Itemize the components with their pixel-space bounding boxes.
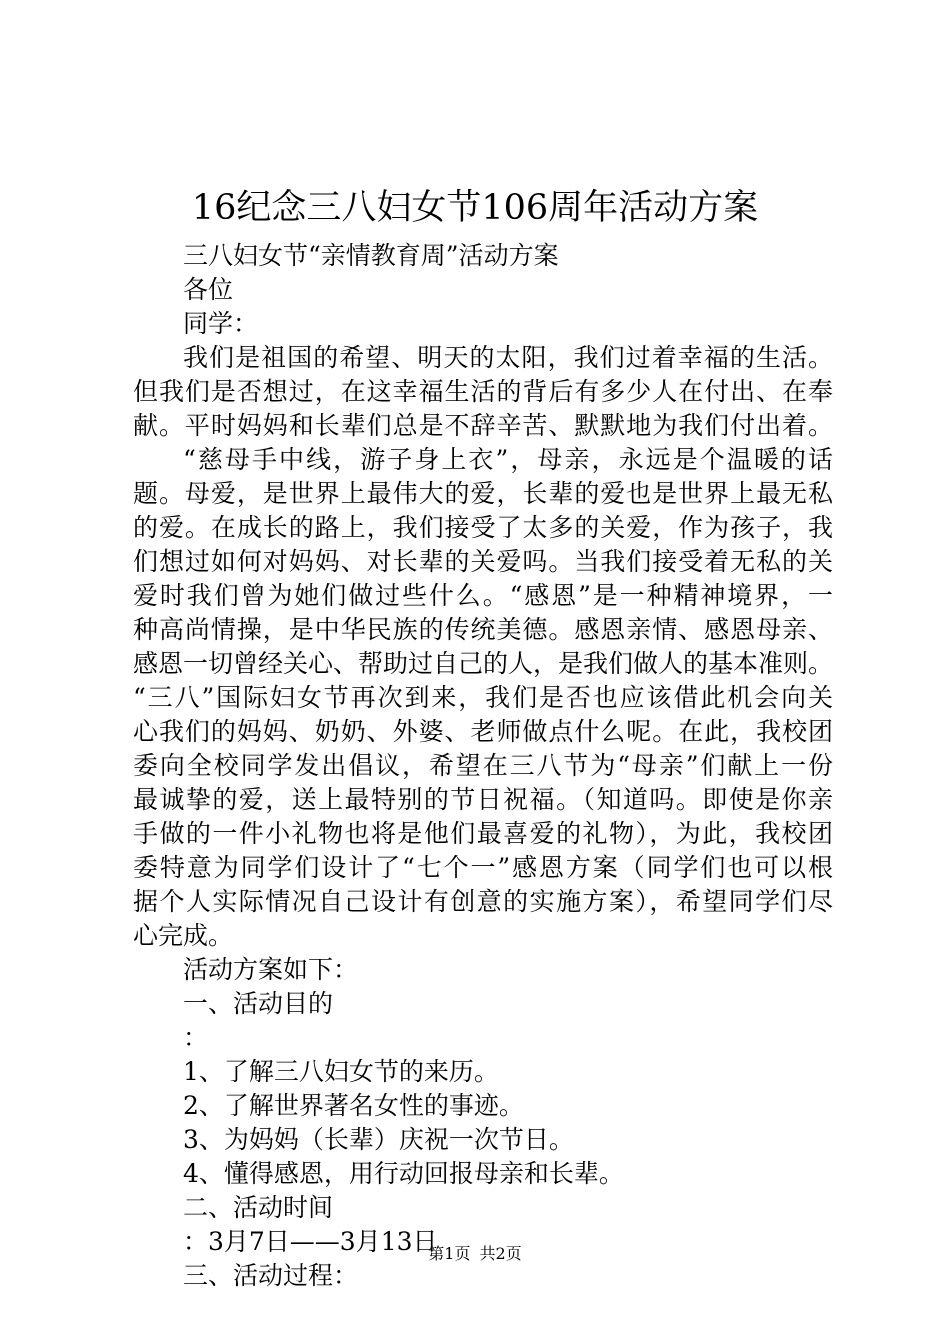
body-line: 的爱。在成长的路上，我们接受了太多的关爱，作为孩子，我 — [133, 513, 833, 542]
page-total: 共2页 — [479, 1244, 522, 1263]
body-line: 但我们是否想过，在这幸福生活的背后有多少人在付出、在奉 — [133, 377, 833, 406]
body-line: 们想过如何对妈妈、对长辈的关爱吗。当我们接受着无私的关 — [133, 547, 833, 576]
body-line: 1、了解三八妇女节的来历。 — [183, 1057, 499, 1086]
page-footer — [0, 1244, 950, 1264]
body-line: 据个人实际情况自己设计有创意的实施方案），希望同学们尽 — [133, 887, 833, 916]
body-line: “三八”国际妇女节再次到来，我们是否也应该借此机会向关 — [133, 683, 833, 712]
body-line: “慈母手中线，游子身上衣”，母亲，永远是个温暖的话 — [183, 445, 833, 474]
body-line: 委向全校同学发出倡议，希望在三八节为“母亲”们献上一份 — [133, 751, 833, 780]
body-line: 爱时我们曾为她们做过些什么。“感恩”是一种精神境界，一 — [133, 581, 833, 610]
body-line: 献。平时妈妈和长辈们总是不辞辛苦、默默地为我们付出着。 — [133, 411, 833, 440]
body-line: 最诚挚的爱，送上最特别的节日祝福。（知道吗。即使是你亲 — [133, 785, 833, 814]
body-line: ：3月7日——3月13日 — [183, 1227, 438, 1256]
document-title: 16纪念三八妇女节106周年活动方案 — [191, 188, 759, 228]
body-line: 3、为妈妈（长辈）庆祝一次节日。 — [183, 1125, 574, 1154]
body-line: ： — [183, 1023, 209, 1052]
body-line: 二、活动时间 — [183, 1193, 334, 1222]
body-line: 一、活动目的 — [183, 989, 334, 1018]
body-line: 各位 — [183, 275, 234, 304]
body-line: 手做的一件小礼物也将是他们最喜爱的礼物），为此，我校团 — [133, 819, 833, 848]
body-line: 活动方案如下： — [183, 955, 359, 984]
body-line: 心我们的妈妈、奶奶、外婆、老师做点什么呢。在此，我校团 — [133, 717, 833, 746]
body-line: 感恩一切曾经关心、帮助过自己的人，是我们做人的基本准则。 — [133, 649, 834, 678]
body-line: 心完成。 — [133, 921, 234, 950]
body-line: 委特意为同学们设计了“七个一”感恩方案（同学们也可以根 — [133, 853, 833, 882]
body-line: 同学： — [183, 309, 259, 338]
page-number: 第1页 — [428, 1244, 471, 1263]
body-line: 种高尚情操，是中华民族的传统美德。感恩亲情、感恩母亲、 — [133, 615, 833, 644]
body-line: 2、了解世界著名女性的事迹。 — [183, 1091, 524, 1120]
document-body — [133, 239, 833, 1293]
body-line: 三、活动过程： — [183, 1261, 359, 1290]
body-line: 三八妇女节“亲情教育周”活动方案 — [183, 241, 559, 270]
body-line: 题。母爱，是世界上最伟大的爱，长辈的爱也是世界上最无私 — [133, 479, 833, 508]
body-line: 我们是祖国的希望、明天的太阳，我们过着幸福的生活。 — [183, 343, 833, 372]
body-line: 4、懂得感恩，用行动回报母亲和长辈。 — [183, 1159, 624, 1188]
